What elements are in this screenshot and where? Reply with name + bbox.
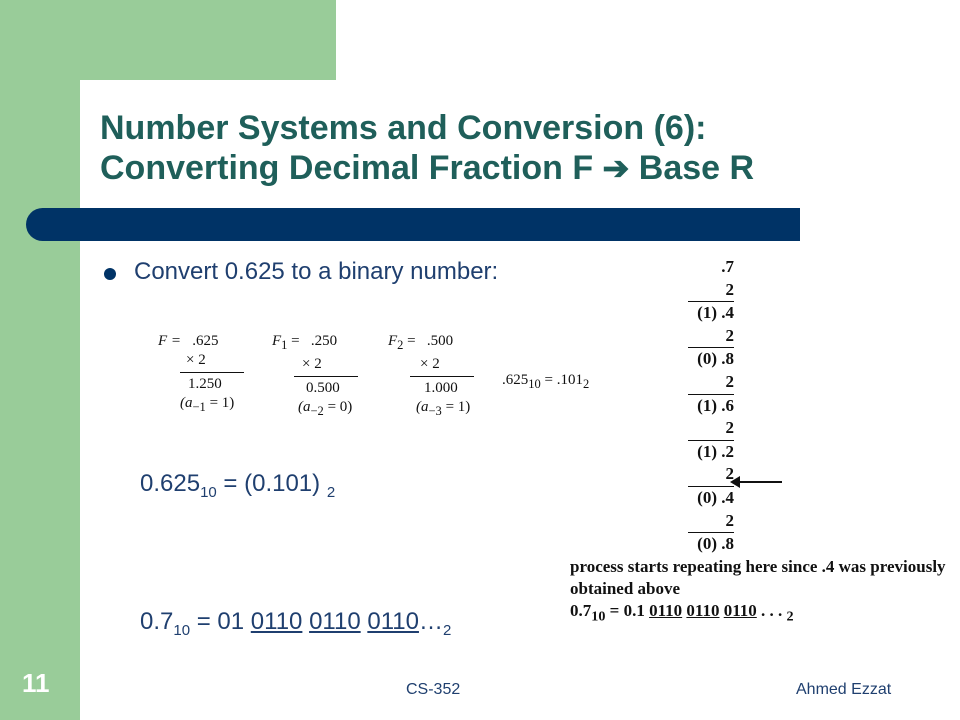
multiplication-column [688, 256, 742, 556]
formula-2-dots: … [418, 608, 443, 635]
eq-right-sub: 2 [582, 377, 590, 391]
top-green-block [80, 0, 336, 80]
step-equation-result [502, 372, 589, 392]
step-3-digit-val: = 1) [441, 399, 471, 415]
note-line-3a: 0.7 [570, 601, 592, 620]
footer-course: CS-352 [406, 681, 461, 698]
repeat-note [570, 556, 950, 627]
step-3-label-tail: = [403, 333, 416, 349]
col-row: (1) .6 [697, 395, 734, 415]
note-line-3b: = 0.1 [605, 601, 650, 620]
right-arrow-icon: ➔ [602, 150, 630, 186]
eq-left: .625 [502, 372, 529, 388]
step-1-value: .625 [192, 333, 219, 349]
note-group-3: 0110 [723, 601, 757, 620]
left-arrow-icon [730, 476, 740, 488]
formula-2-value: 0.7 [140, 608, 174, 635]
formula-2-prefix: = 01 [190, 608, 251, 635]
formula-1-rest: = (0.101) [216, 470, 327, 497]
footer-author: Ahmed Ezzat [796, 681, 892, 698]
formula-2-group-2: 0110 [309, 608, 361, 635]
left-green-bar [0, 0, 80, 720]
step-3-value: .500 [426, 333, 454, 349]
step-1-rule [180, 372, 244, 373]
step-1-digit-val: = 1) [205, 395, 235, 411]
formula-07 [140, 608, 451, 639]
title-line-2b: Base R [629, 149, 755, 187]
col-row: (1) .4 [697, 303, 734, 323]
step-2-value: .250 [310, 333, 338, 349]
formula-0625 [140, 470, 335, 501]
step-2-label-tail: = [287, 333, 300, 349]
step-3-label-sub: 2 [397, 338, 404, 352]
slide-title [100, 108, 920, 188]
title-line-1: Number Systems and Conversion (6): [100, 109, 707, 147]
bullet-text: Convert 0.625 to a binary number: [134, 258, 499, 285]
col-row: 2 [688, 463, 734, 487]
col-row: 2 [688, 279, 734, 303]
col-row: 2 [688, 371, 734, 395]
note-base: 2 [786, 608, 794, 625]
note-group-2: 0110 [686, 601, 720, 620]
step-1-digit-sub: −1 [192, 400, 206, 414]
step-1-result: 1.250 [188, 376, 222, 392]
col-row: (1) .2 [697, 441, 734, 461]
eq-mid: = .101 [540, 372, 583, 388]
pointer-line [738, 481, 782, 483]
formula-1-base: 2 [326, 483, 336, 501]
col-row: .7 [721, 257, 734, 276]
step-3 [388, 332, 474, 421]
col-row: 2 [688, 417, 734, 441]
step-2-result: 0.500 [306, 380, 340, 396]
formula-2-sub: 10 [173, 621, 191, 639]
page-number: 11 [22, 668, 50, 698]
bullet-dot-icon [104, 268, 116, 280]
formula-2-group-3: 0110 [367, 608, 419, 635]
step-2-label-sub: 1 [281, 338, 288, 352]
step-2 [272, 332, 358, 421]
formula-1-sub: 10 [200, 483, 217, 501]
step-3-result: 1.000 [424, 380, 458, 396]
step-1-label: F = [158, 333, 182, 349]
note-line-1: process starts repeating here since .4 was previously [570, 557, 946, 576]
step-3-digit: (a [416, 399, 429, 415]
step-2-mult: × 2 [302, 356, 322, 372]
note-group-1: 0110 [649, 601, 683, 620]
step-2-digit-val: = 0) [323, 399, 353, 415]
step-1-digit: (a [180, 395, 193, 411]
formula-2-group-1: 0110 [250, 608, 303, 635]
col-row: (0) .8 [697, 534, 734, 554]
col-row: 2 [688, 325, 734, 349]
title-underline-bar [26, 208, 800, 241]
step-2-digit: (a [298, 399, 311, 415]
col-row: 2 [688, 510, 734, 534]
note-line-3-sub: 10 [591, 608, 606, 625]
note-dots: . . . [756, 601, 787, 620]
note-line-2: obtained above [570, 579, 681, 598]
step-3-label: F [388, 333, 398, 349]
step-2-digit-sub: −2 [310, 404, 324, 418]
step-1 [158, 332, 244, 417]
step-3-rule [410, 376, 474, 377]
step-3-digit-sub: −3 [428, 404, 442, 418]
col-row: (0) .8 [697, 349, 734, 369]
step-2-rule [294, 376, 358, 377]
eq-left-sub: 10 [528, 377, 541, 391]
formula-2-base: 2 [442, 621, 452, 639]
formula-1-value: 0.625 [140, 470, 201, 497]
step-2-label: F [272, 333, 282, 349]
title-line-2a: Converting Decimal Fraction F [100, 149, 603, 187]
col-row: (0) .4 [697, 487, 734, 507]
step-3-mult: × 2 [420, 356, 440, 372]
step-1-mult: × 2 [186, 352, 206, 368]
